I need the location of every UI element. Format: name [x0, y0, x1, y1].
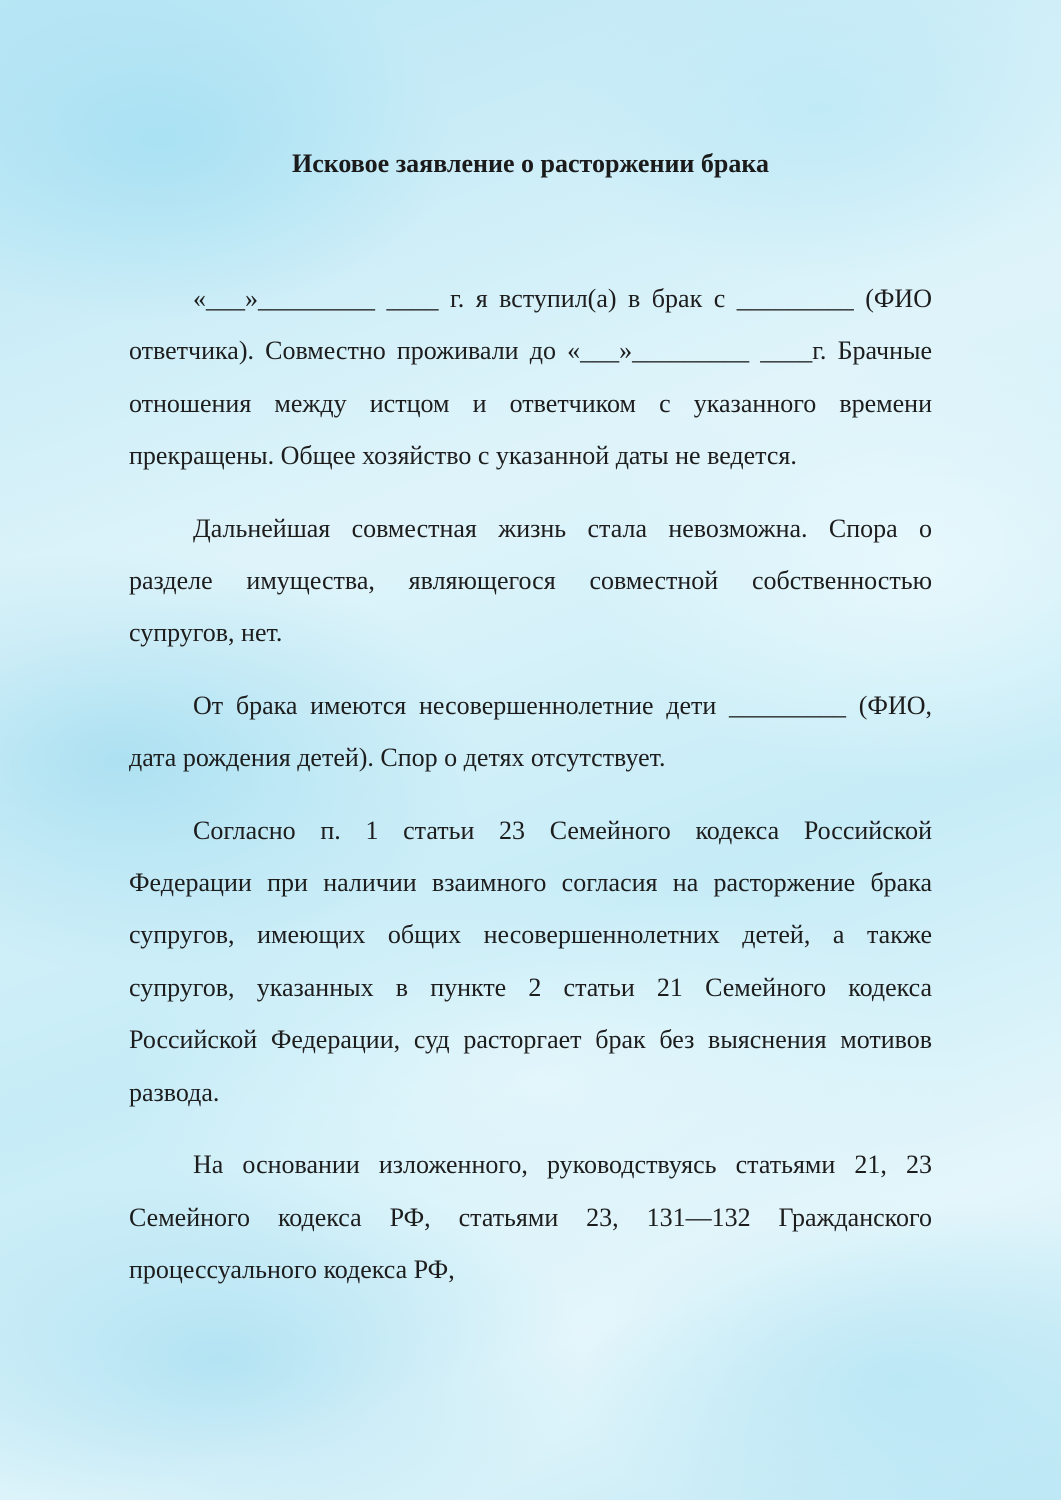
paragraph-grounds: На основании изложенного, руководствуясь статьями 21, 23 Семейного кодекса РФ, статьями 23, 131—132 Гражданского процессуального кодекса РФ,: [129, 1150, 932, 1284]
paragraph-impossible-life: Дальнейшая совместная жизнь стала невозможна. Спора о разделе имущества, являющегося совместной собственностью супругов, нет.: [129, 513, 932, 648]
document-page: [129, 0, 932, 1296]
document-title: Исковое заявление о расторжении брака: [292, 149, 769, 178]
paragraph-legal-basis: Согласно п. 1 статьи 23 Семейного кодекса Российской Федерации при наличии взаимного согласия на расторжение брака супругов, имеющих общих несовершеннолетних детей, а также супругов, указанных в пункте 2 статьи 21 Семейного кодекса Российской Федерации, суд расторгает брак без выяснения мотивов развода.: [129, 815, 932, 1107]
paragraph-marriage-info: «___»_________ ____ г. я вступил(а) в брак с _________ (ФИО ответчика). Совместно проживали до «___»_________ ____г. Брачные отношения между истцом и ответчиком с указанного времени прекращены. Общее хозяйство с указанной даты не ведется.: [129, 284, 932, 471]
paragraph-children: От брака имеются несовершеннолетние дети _________ (ФИО, дата рождения детей). Спор о детях отсутствует.: [129, 690, 932, 773]
document-body: [129, 273, 932, 1296]
